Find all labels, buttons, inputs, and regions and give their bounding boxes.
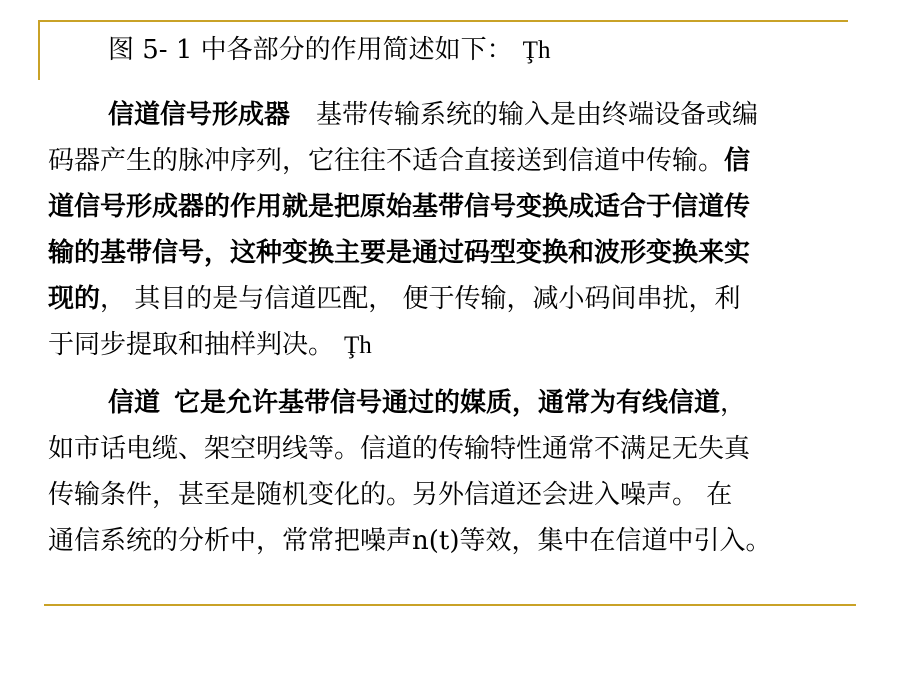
para2-line-1-text: 它是允许基带信号通过的媒质，通常为有线信道 [174,388,721,418]
para2-line-1-end: ， [720,388,747,418]
top-rule [38,20,848,22]
para1-line-5-bold: 现的 [48,284,101,314]
para2-line-1 [48,380,868,426]
slide-content [48,28,868,564]
para1-line-2-bold: 信 [724,146,751,176]
intro-line [48,28,868,72]
paragraph-channel [48,380,868,564]
bottom-rule [44,604,856,606]
paragraph-signal-shaper [48,92,868,368]
para1-line-5 [48,276,868,322]
para1-line-6 [48,322,868,368]
para1-line-3: 道信号形成器的作用就是把原始基带信号变换成适合于信道传 [48,192,751,222]
intro-mark: Ţh [522,37,551,64]
para1-line-2-text: 码器产生的脉冲序列，它往往不适合直接送到信道中传输。 [48,146,725,176]
left-rule [38,20,40,80]
para2-term: 信道 [108,388,161,418]
para2-line-3: 传输条件，甚至是随机变化的。另外信道还会进入噪声。 在 [48,480,733,510]
para1-line-1 [48,92,868,138]
para1-line-1-text: 基带传输系统的输入是由终端设备或编 [316,100,759,130]
para1-line-5-text: ， 其目的是与信道匹配， 便于传输，减小码间串扰，利 [100,284,741,314]
para2-line-4: 通信系统的分析中，常常把噪声n(t)等效，集中在信道中引入。 [48,526,772,556]
para1-line-4: 输的基带信号，这种变换主要是通过码型变换和波形变换来实 [48,238,751,268]
para2-line-2: 如市话电缆、架空明线等。信道的传输特性通常不满足无失真 [48,434,751,464]
para1-line-2 [48,138,868,184]
para1-line-6-text: 于同步提取和抽样判决。 [48,330,335,360]
para1-term: 信道信号形成器 [108,100,291,130]
intro-text: 图 5- 1 中各部分的作用简述如下： [108,35,513,65]
para1-mark: Ţh [344,332,372,359]
